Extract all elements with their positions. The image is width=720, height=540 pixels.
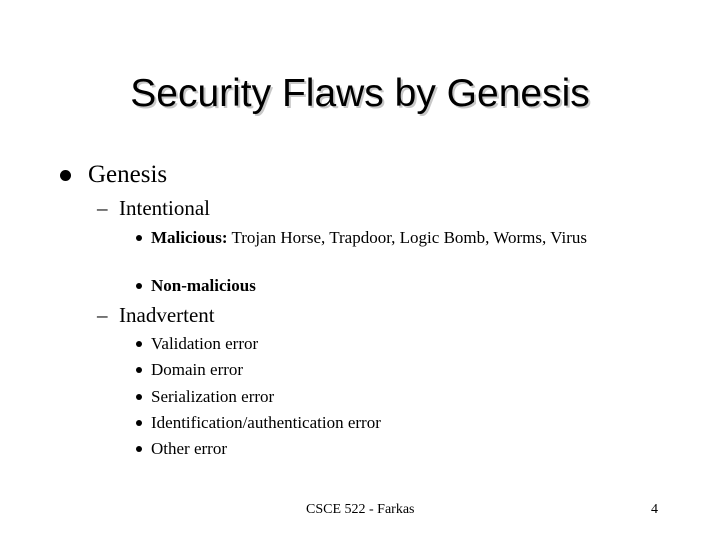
bullet-dot-icon bbox=[136, 420, 142, 426]
bullet-dot-icon bbox=[136, 394, 142, 400]
dash-marker: – bbox=[97, 302, 108, 327]
list-item-text: Identification/authentication error bbox=[151, 413, 381, 432]
bullet-dot-icon bbox=[136, 446, 142, 452]
list-item-non-malicious-text bbox=[151, 276, 671, 296]
list-item-text: Other error bbox=[151, 439, 227, 458]
sub-bullet-inadvertent-label: Inadvertent bbox=[119, 302, 215, 327]
footer-page-number: 4 bbox=[651, 502, 658, 517]
list-item-text: Validation error bbox=[151, 334, 259, 353]
footer-course: CSCE 522 - Farkas bbox=[306, 502, 415, 517]
list-item-malicious-text bbox=[151, 228, 636, 248]
bullet-dot-icon bbox=[136, 367, 142, 373]
bullet-dot-icon bbox=[136, 341, 142, 347]
sub-bullet-inadvertent bbox=[97, 300, 215, 330]
list-item-malicious-bold: Malicious: bbox=[151, 228, 228, 247]
bullet-genesis-label: Genesis bbox=[88, 161, 168, 188]
sub-bullet-intentional-label: Intentional bbox=[119, 195, 210, 220]
list-item-malicious-rest: Trojan Horse, Trapdoor, Logic Bomb, Worms, Virus bbox=[227, 228, 587, 247]
bullet-genesis bbox=[60, 157, 167, 193]
sub-bullet-intentional bbox=[97, 193, 210, 223]
list-item-non-malicious-bold: Non-malicious bbox=[151, 276, 256, 295]
bullet-dot-icon bbox=[136, 235, 142, 241]
slide-title: Security Flaws by Genesis bbox=[130, 72, 590, 115]
list-item-text: Domain error bbox=[151, 360, 244, 379]
dash-marker: – bbox=[97, 195, 108, 220]
list-item-text: Serialization error bbox=[151, 387, 275, 406]
bullet-dot-icon bbox=[60, 170, 71, 181]
bullet-dot-icon bbox=[136, 283, 142, 289]
